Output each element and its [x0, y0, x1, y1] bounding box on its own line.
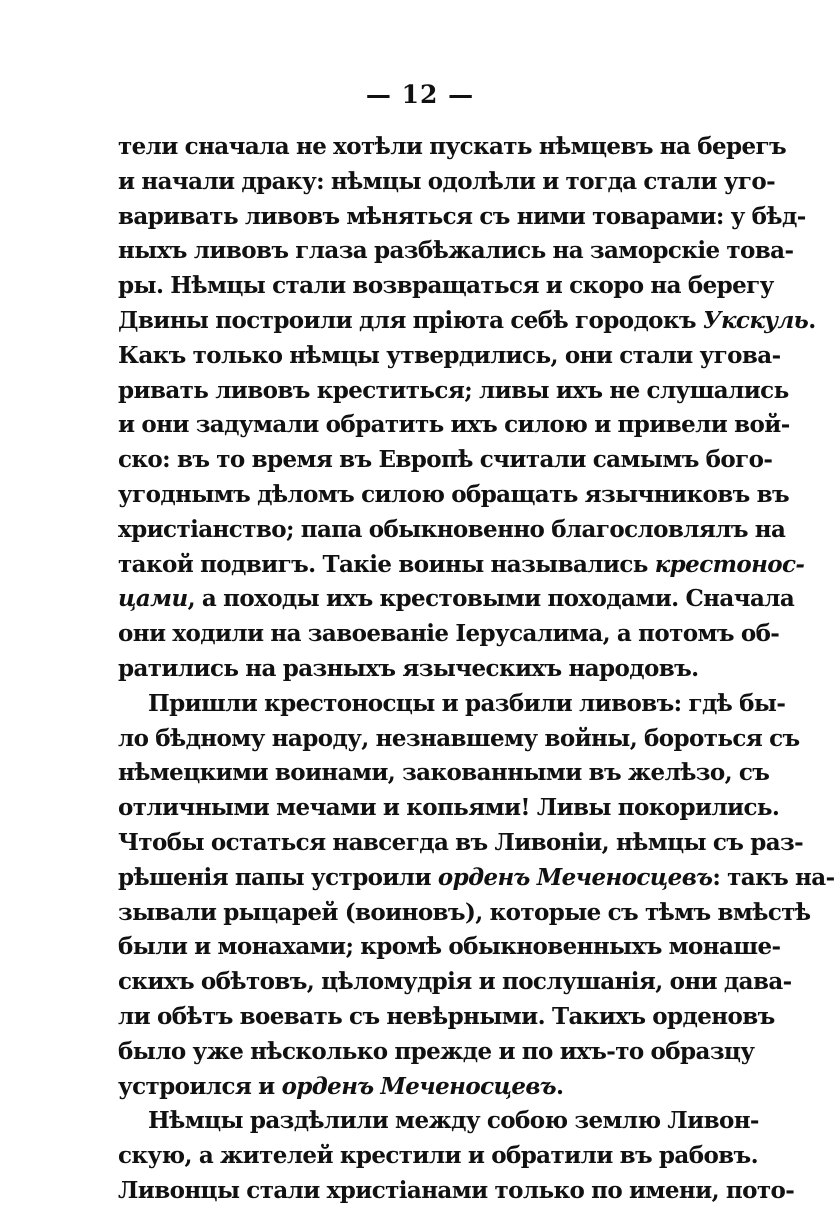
italic-term: Укскуль	[702, 306, 809, 334]
text-segment: угоднымъ дѣломъ силою обращать язычниковъ въ	[118, 480, 789, 508]
text-segment: Нѣмцы раздѣлили между собою землю Ливон-	[148, 1107, 759, 1135]
paragraph	[118, 1104, 795, 1208]
italic-term: орденъ Меченосцевъ	[281, 1072, 557, 1100]
text-line	[118, 896, 811, 931]
text-segment: тели сначала не хотѣли пускать нѣмцевъ на берегъ	[118, 133, 787, 160]
text-segment: ратились на разныхъ языческихъ народовъ.	[118, 654, 699, 682]
text-line	[118, 269, 774, 304]
text-line	[118, 1104, 759, 1139]
text-segment: ривать ливовъ креститься; ливы ихъ не слушались	[118, 376, 789, 404]
text-line	[118, 652, 698, 687]
text-line	[118, 861, 835, 896]
text-line	[118, 582, 795, 617]
text-segment: устроился и	[118, 1072, 282, 1100]
text-line	[118, 1035, 755, 1070]
text-line	[118, 826, 804, 861]
text-segment: Ливонцы стали христіанами только по имени, пото-	[118, 1176, 795, 1204]
page-number: — 12 —	[365, 80, 475, 109]
text-line	[118, 408, 790, 443]
text-line	[118, 1139, 759, 1174]
text-segment: Чтобы остаться навсегда въ Ливоніи, нѣмцы съ раз-	[118, 828, 804, 856]
text-line	[118, 791, 780, 826]
text-segment: скихъ обѣтовъ, цѣломудрія и послушанія, они дава-	[118, 968, 792, 996]
text-line	[118, 930, 781, 965]
text-segment: такой подвигъ. Такіе воины назывались	[118, 550, 655, 578]
text-line	[118, 200, 806, 235]
text-segment: зывали рыцарей (воиновъ), которые съ тѣмъ вмѣстѣ	[118, 898, 811, 926]
text-line	[118, 478, 789, 513]
text-line	[118, 443, 773, 478]
text-line	[118, 165, 776, 200]
text-segment: скую, а жителей крестили и обратили въ рабовъ.	[118, 1142, 759, 1170]
text-segment: они ходили на завоеваніе Іерусалима, а потомъ об-	[118, 620, 780, 648]
text-segment: и начали драку: нѣмцы одолѣли и тогда стали уго-	[118, 167, 776, 195]
text-segment: отличными мечами и копьями! Ливы покорились.	[118, 794, 780, 822]
text-line	[118, 1070, 698, 1105]
text-segment: ли обѣтъ воевать съ невѣрными. Такихъ орденовъ	[118, 1002, 775, 1030]
text-segment: .	[808, 306, 816, 334]
text-segment: , а походы ихъ крестовыми походами. Сначала	[187, 585, 795, 613]
text-line	[118, 1000, 775, 1035]
text-segment: : такъ на-	[712, 863, 835, 891]
italic-term: орденъ Меченосцевъ	[437, 863, 713, 891]
text-segment: было уже нѣсколько прежде и по ихъ-то образцу	[118, 1037, 755, 1065]
text-line	[118, 548, 805, 583]
text-line	[118, 234, 794, 269]
text-segment: ло бѣдному народу, незнавшему войны, бороться съ	[118, 724, 800, 752]
paragraph	[118, 130, 816, 687]
text-segment: и они задумали обратить ихъ силою и привели вой-	[118, 411, 790, 439]
text-segment: Пришли крестоносцы и разбили ливовъ: гдѣ бы-	[148, 689, 786, 717]
text-segment: Двины построили для пріюта себѣ городокъ	[118, 306, 703, 334]
text-segment: были и монахами; кромѣ обыкновенныхъ монаше-	[118, 933, 781, 961]
text-line	[118, 130, 787, 165]
italic-term: цами	[118, 585, 188, 613]
text-segment: рѣшенія папы устроили	[118, 863, 438, 891]
text-line	[118, 965, 792, 1000]
text-line	[118, 1174, 795, 1209]
text-segment: .	[556, 1072, 564, 1100]
paragraph	[118, 687, 835, 1105]
text-segment: ныхъ ливовъ глаза разбѣжались на заморскіе това-	[118, 237, 794, 265]
text-segment: варивать ливовъ мѣняться съ ними товарами: у бѣд-	[118, 202, 806, 230]
text-segment: ско: въ то время въ Европѣ считали самымъ бого-	[118, 446, 773, 474]
text-segment: нѣмецкими воинами, закованными въ желѣзо, съ	[118, 759, 770, 787]
text-segment: Какъ только нѣмцы утвердились, они стали угова-	[118, 341, 781, 369]
text-line	[118, 756, 770, 791]
text-body	[118, 130, 835, 1209]
text-line	[118, 339, 781, 374]
text-segment: христіанство; папа обыкновенно благословлялъ на	[118, 515, 786, 543]
text-line	[118, 687, 786, 722]
text-line	[118, 722, 800, 757]
text-line	[118, 513, 786, 548]
text-line	[118, 374, 789, 409]
text-line	[118, 304, 816, 339]
text-line	[118, 617, 780, 652]
text-segment: ры. Нѣмцы стали возвращаться и скоро на берегу	[118, 272, 774, 300]
italic-term: крестонос-	[654, 550, 805, 578]
